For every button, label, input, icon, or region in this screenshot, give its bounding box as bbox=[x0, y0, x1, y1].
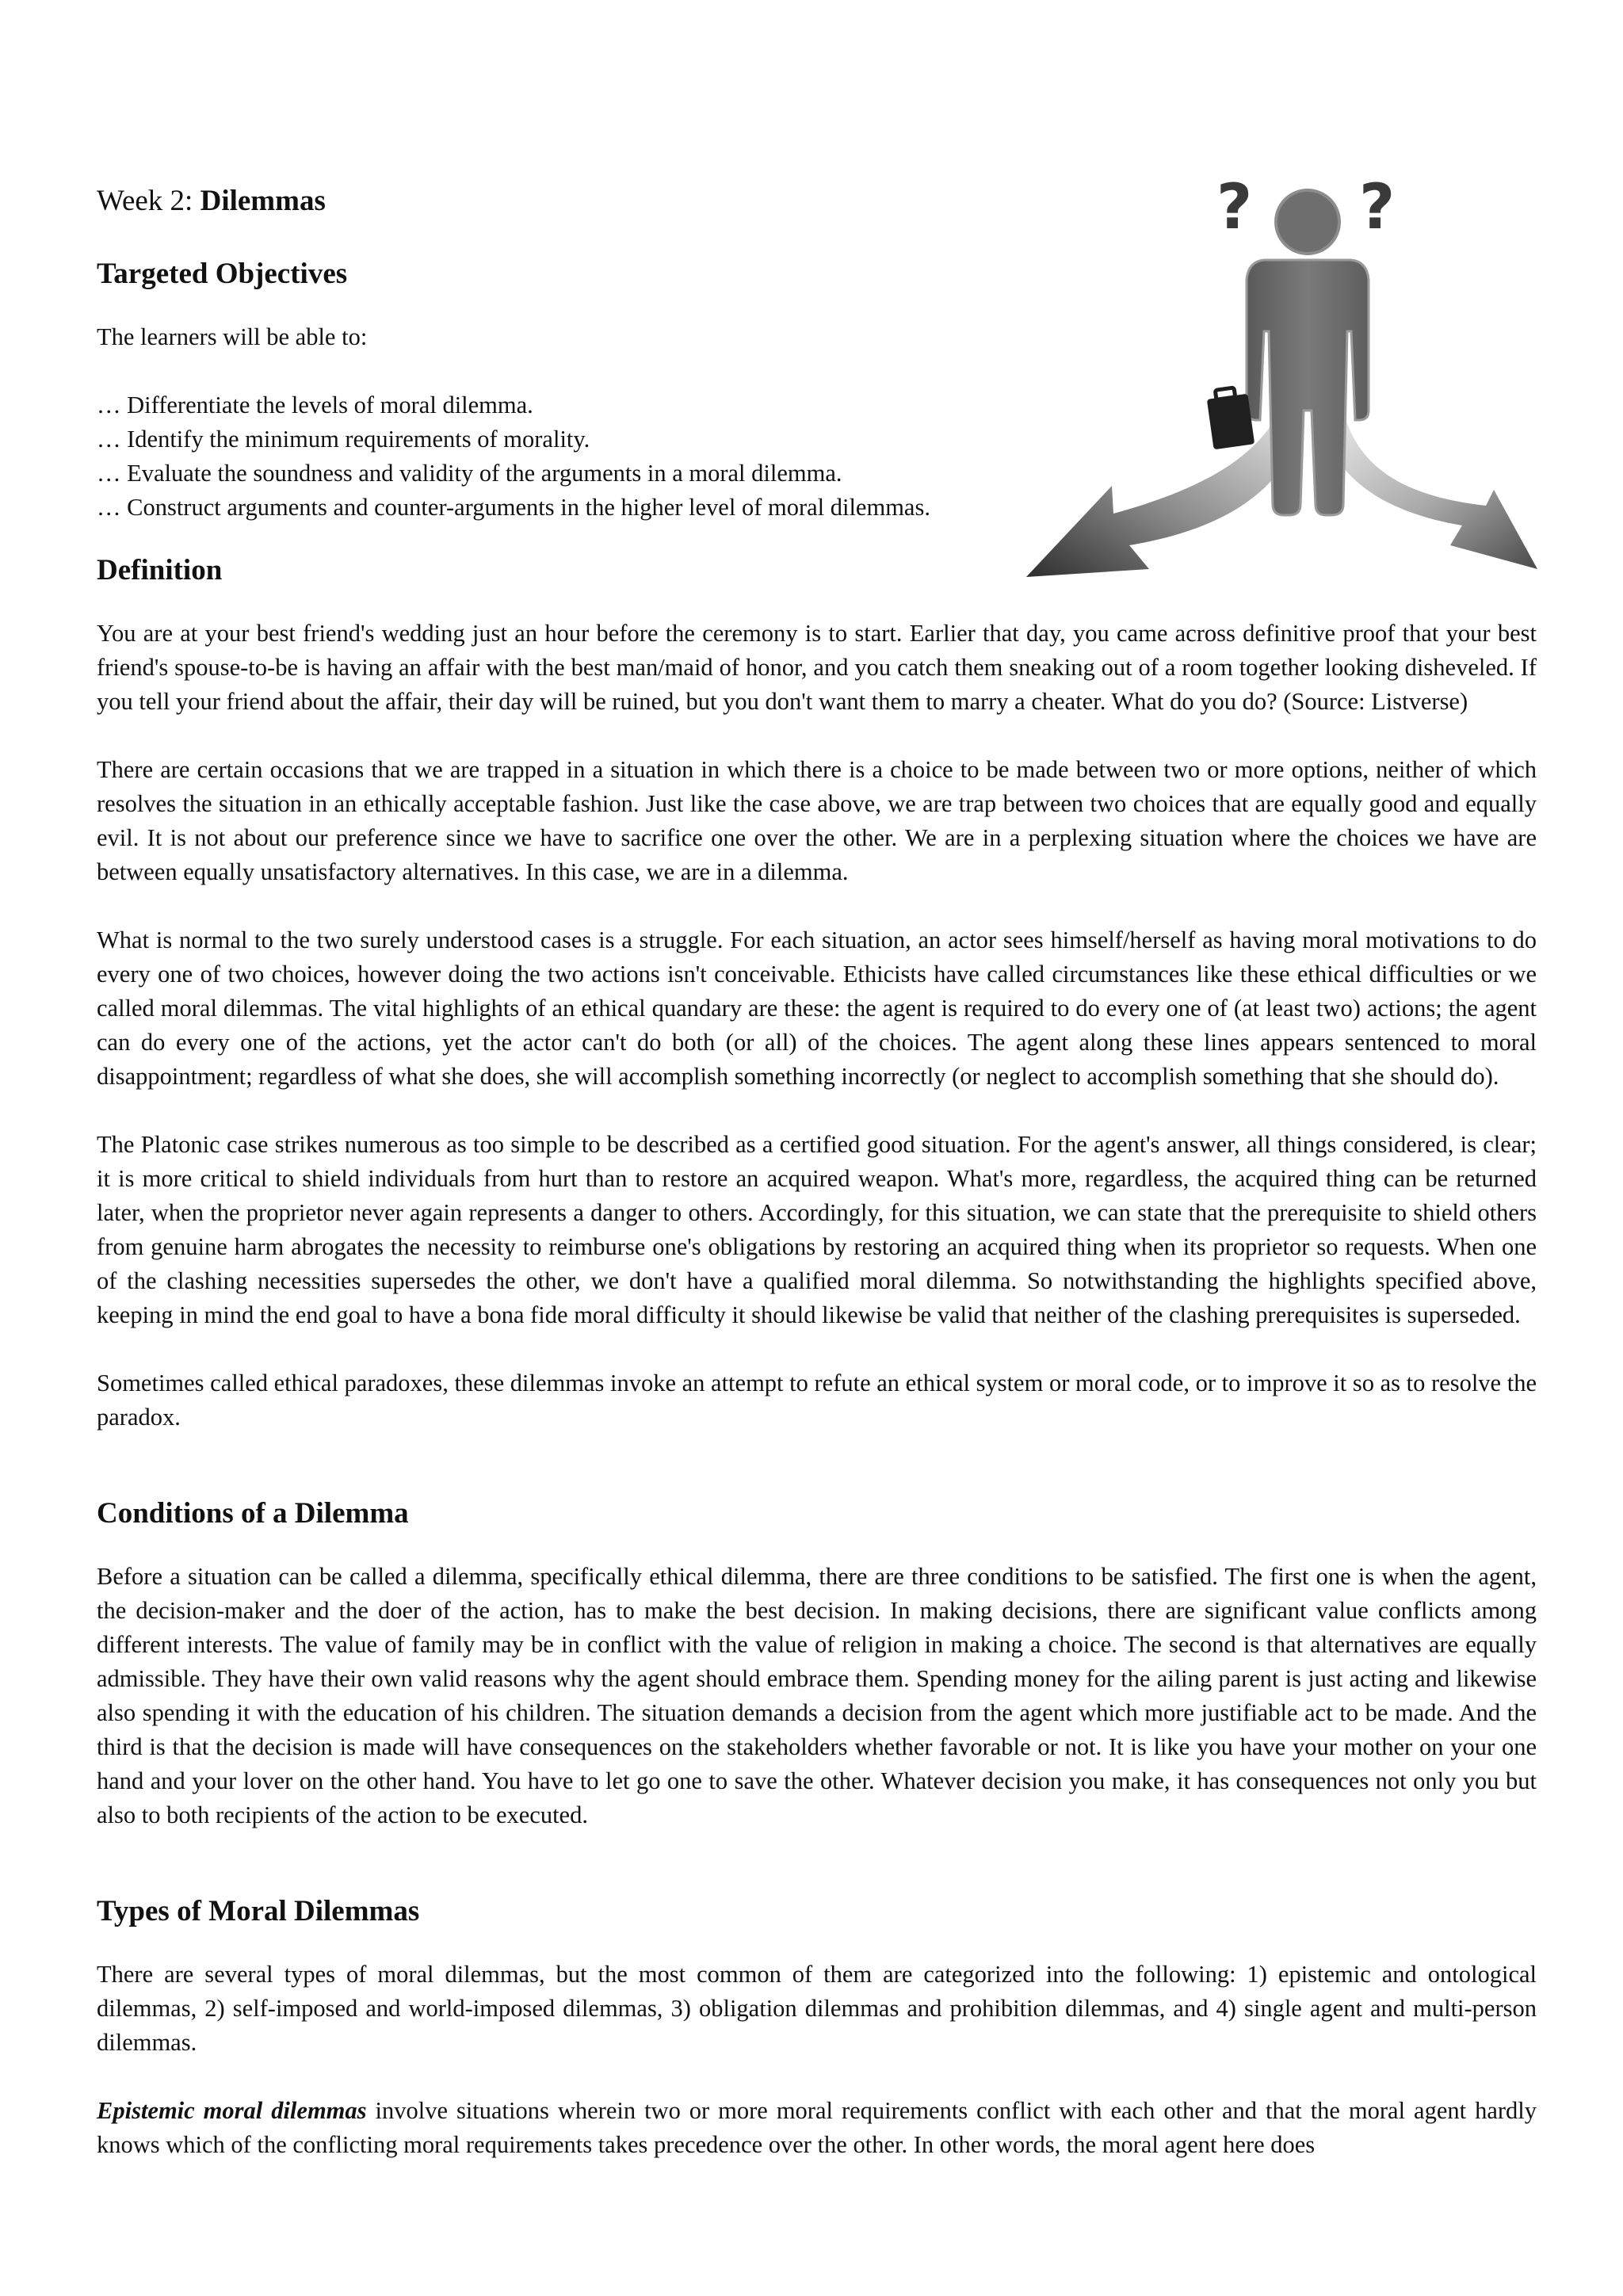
definition-paragraph: You are at your best friend's wedding just an hour before the ceremony is to start. Earlier that day, you came across definitive proof that your best friend's spouse-to-be is having an affair with the best man/maid of honor, and you catch them sneaking out of a room together looking disheveled. If you tell your friend about the affair, their day will be ruined, but you don't want them to marry a cheater. What do you do? (Source: Listverse) bbox=[97, 620, 1537, 715]
epistemic-text: involve situations wherein two or more moral requirements conflict with each other and that the moral agent hardly knows which of the conflicting moral requirements takes precedence over the other. In other words, the moral agent here does bbox=[97, 2097, 1537, 2158]
definition-paragraph: The Platonic case strikes numerous as too simple to be described as a certified good situation. For the agent's answer, all things considered, is clear; it is more critical to shield individuals from hurt than to restore an acquired weapon. What's more, regardless, the acquired thing can be returned later, when the proprietor never again represents a danger to others. Accordingly, for this situation, we can state that the prerequisite to shield others from genuine harm abrogates the necessity to reimburse one's obligations by restoring an acquired thing when its proprietor so requests. When one of the clashing necessities supersedes the other, we don't have a qualified moral dilemma. So notwithstanding the highlights specified above, keeping in mind the end goal to have a bona fide moral difficulty it should likewise be valid that neither of the clashing prerequisites is superseded. bbox=[97, 1131, 1537, 1328]
conditions-paragraph: Before a situation can be called a dilemma, specifically ethical dilemma, there are three conditions to be satisfied. The first one is when the agent, the decision-maker and the doer of the action, has to make the best decision. In making decisions, there are significant value conflicts among different interests. The value of family may be in conflict with the value of religion in making a choice. The second is that alternatives are equally admissible. They have their own valid reasons why the agent should embrace them. Spending money for the ailing parent is just acting and likewise also spending it with the education of his children. The situation demands a decision from the agent which more justifiable act to be made. And the third is that the decision is made will have consequences on the stakeholders whether favorable or not. It is like you have your mother on your one hand and your lover on the other hand. You have to let go one to save the other. Whatever decision you make, it has consequences not only you but also to both recipients of the action to be executed. bbox=[97, 1563, 1537, 1828]
types-heading: Types of Moral Dilemmas bbox=[97, 1895, 420, 1927]
definition-paragraph: What is normal to the two surely understood cases is a struggle. For each situation, an actor sees himself/herself as having moral motivations to do every one of two choices, however doing the two actions isn't conceivable. Ethicists have called circumstances like these ethical difficulties or we called moral dilemmas. The vital highlights of an ethical quandary are these: the agent is required to do every one of (at least two) actions; the agent can do every one of the actions, yet the actor can't do both (or all) of the choices. The agent along these lines appears sentenced to moral disappointment; regardless of what she does, she will accomplish something incorrectly (or neglect to accomplish something that she should do). bbox=[97, 926, 1537, 1090]
objective-item: … Differentiate the levels of moral dilemma. bbox=[97, 392, 533, 418]
week-prefix: Week 2: bbox=[97, 185, 200, 217]
question-mark-right-icon: ? bbox=[1359, 173, 1396, 243]
definition-paragraph: There are certain occasions that we are trapped in a situation in which there is a choice to be made between two or more options, neither of which resolves the situation in an ethically acceptable fashion. Just like the case above, we are trap between two choices that are equally good and equally evil. It is not about our preference since we have to sacrifice one over the other. We are in a perplexing situation where the choices we have are between equally unsatisfactory alternatives. In this case, we are in a dilemma. bbox=[97, 756, 1537, 885]
objective-item: … Construct arguments and counter-arguments in the higher level of moral dilemmas. bbox=[97, 494, 930, 521]
objective-item: … Evaluate the soundness and validity of the arguments in a moral dilemma. bbox=[97, 460, 842, 487]
epistemic-paragraph bbox=[97, 2094, 1537, 2162]
objectives-list bbox=[97, 388, 1537, 525]
conditions-heading: Conditions of a Dilemma bbox=[97, 1497, 409, 1530]
objective-item: … Identify the minimum requirements of morality. bbox=[97, 426, 590, 453]
definition-paragraph: Sometimes called ethical paradoxes, these dilemmas invoke an attempt to refute an ethical system or moral code, or to improve it so as to resolve the paradox. bbox=[97, 1370, 1537, 1431]
week-topic: Dilemmas bbox=[200, 185, 326, 217]
week-title bbox=[97, 182, 1537, 220]
question-mark-left-icon: ? bbox=[1216, 173, 1253, 243]
objectives-heading: Targeted Objectives bbox=[97, 258, 348, 290]
definition-heading: Definition bbox=[97, 554, 223, 586]
types-paragraph: There are several types of moral dilemmas, but the most common of them are categorized into the following: 1) epistemic and ontological dilemmas, 2) self-imposed and world-imposed dilemmas, 3) obligation dilemmas and prohibition dilemmas, and 4) single agent and multi-person dilemmas. bbox=[97, 1961, 1537, 2056]
document-body bbox=[97, 182, 1537, 2162]
objectives-intro: The learners will be able to: bbox=[97, 323, 368, 350]
epistemic-term: Epistemic moral dilemmas bbox=[97, 2097, 367, 2124]
